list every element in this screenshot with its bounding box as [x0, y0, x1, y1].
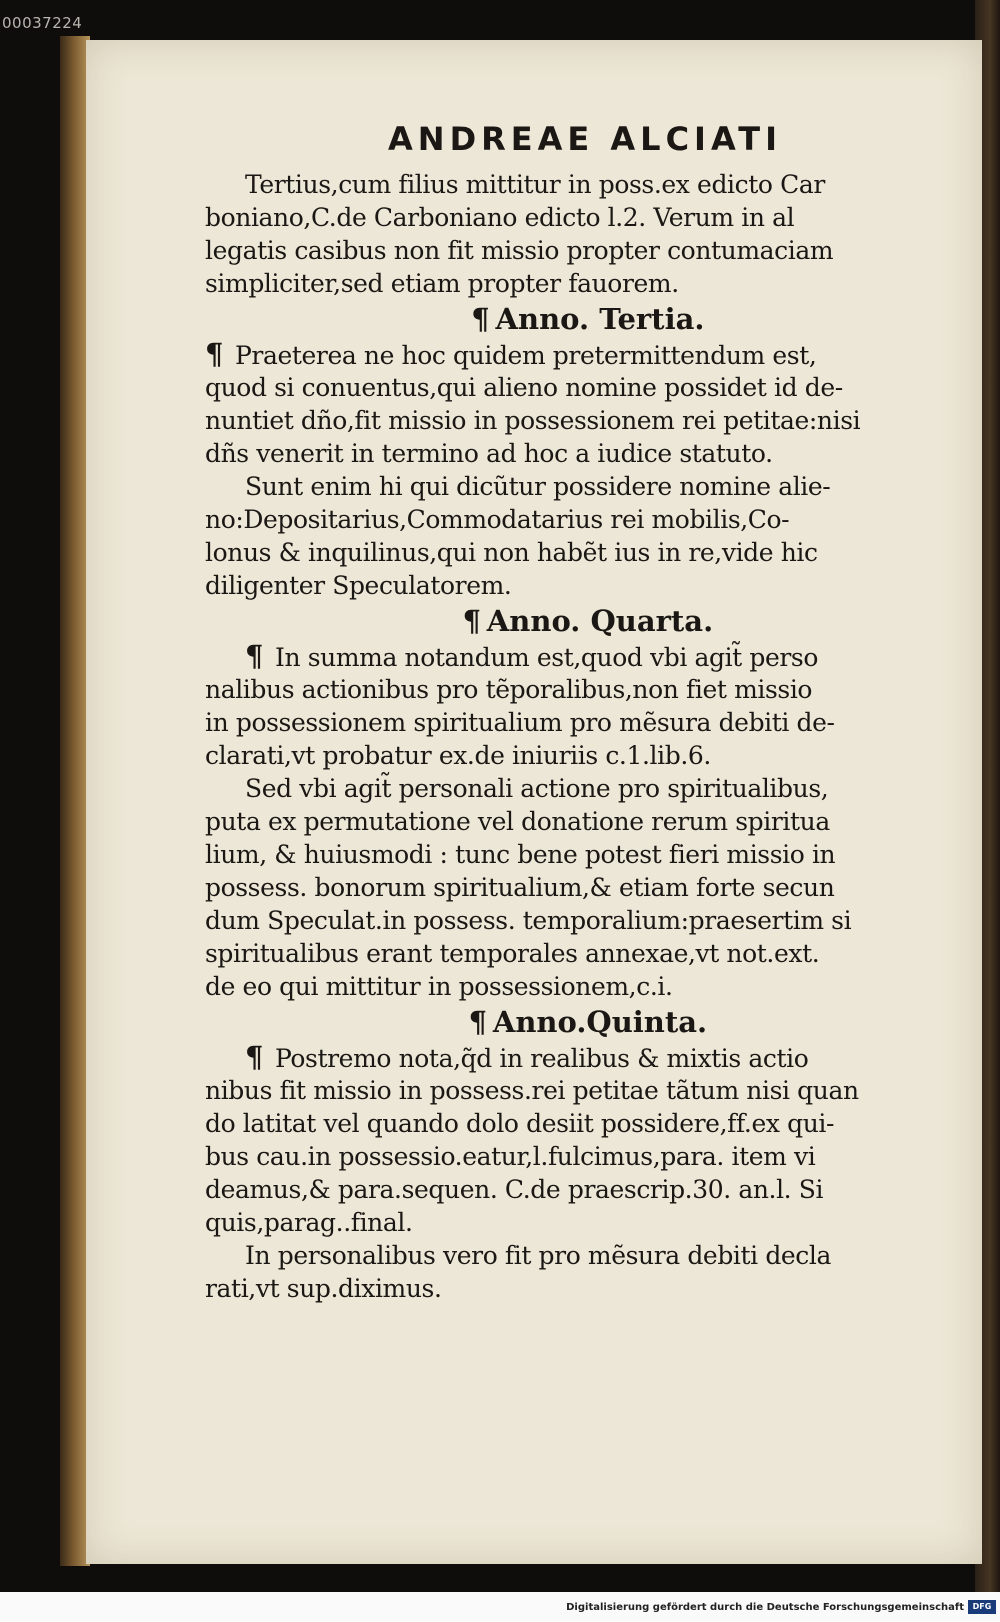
text-line: lonus & inquilinus,qui non habẽt ius in re,vide hic: [205, 538, 818, 567]
text-line: Sed vbi agit̃ personali actione pro spiritualibus,: [245, 774, 829, 803]
heading-text: Anno. Tertia.: [495, 302, 705, 336]
heading-text: Anno. Quarta.: [486, 604, 714, 638]
paragraph-quinta-2: [205, 1239, 965, 1305]
pilcrow-icon: [463, 1003, 493, 1041]
section-heading-quinta: [205, 1003, 965, 1041]
text-line: [205, 338, 965, 371]
paragraph-tertia-2: [205, 470, 965, 602]
text-line: clarati,vt probatur ex.de iniuriis c.1.lib.6.: [205, 741, 711, 770]
section-heading-tertia: [205, 300, 965, 338]
text-line: legatis casibus non fit missio propter contumaciam: [205, 236, 834, 265]
text-line: possess. bonorum spiritualium,& etiam forte secun: [205, 873, 835, 902]
paragraph-intro: [205, 168, 965, 300]
text-line: quod si conuentus,qui alieno nomine possidet id de-: [205, 373, 843, 402]
pilcrow-icon: [466, 300, 496, 338]
dfg-logo: DFG: [968, 1600, 996, 1614]
scan-id-label: 00037224: [2, 14, 83, 32]
text-line: lium, & huiusmodi : tunc bene potest fieri missio in: [205, 840, 836, 869]
pilcrow-icon: [457, 602, 487, 640]
paragraph-quarta-1: [205, 640, 965, 772]
heading-text: Anno.Quinta.: [492, 1005, 708, 1039]
text-line: puta ex permutatione vel donatione rerum spiritua: [205, 807, 830, 836]
section-heading-quarta: [205, 602, 965, 640]
text-line: rati,vt sup.diximus.: [205, 1274, 442, 1303]
pilcrow-icon: [205, 338, 235, 371]
text-line: In personalibus vero fit pro mẽsura debiti decla: [245, 1241, 832, 1270]
funding-note: Digitalisierung gefördert durch die Deutsche Forschungsgemeinschaft: [566, 1602, 964, 1613]
text-line: simpliciter,sed etiam propter fauorem.: [205, 269, 679, 298]
paragraph-tertia-1: [205, 338, 965, 470]
page-text: [205, 118, 965, 1305]
text-line: dum Speculat.in possess. temporalium:praesertim si: [205, 906, 852, 935]
line-text: Postremo nota,q̃d in realibus & mixtis actio: [275, 1044, 809, 1073]
paragraph-quinta-1: [205, 1041, 965, 1239]
text-line: de eo qui mittitur in possessionem,c.i.: [205, 972, 673, 1001]
pilcrow-icon: [245, 1041, 275, 1074]
text-line: do latitat vel quando dolo desiit possidere,ff.ex qui-: [205, 1109, 835, 1138]
text-line: no:Depositarius,Commodatarius rei mobilis,Co-: [205, 505, 790, 534]
paragraph-quarta-2: [205, 772, 965, 1003]
pilcrow-icon: [245, 640, 275, 673]
text-line: in possessionem spiritualium pro mẽsura debiti de-: [205, 708, 835, 737]
text-line: deamus,& para.sequen. C.de praescrip.30. an.l. Si: [205, 1175, 824, 1204]
running-head: ANDREAE ALCIATI: [388, 120, 782, 158]
text-line: quis,parag..final.: [205, 1208, 413, 1237]
text-line: [205, 1041, 965, 1074]
text-line: nuntiet dño,fit missio in possessionem rei petitae:nisi: [205, 406, 861, 435]
text-line: nibus fit missio in possess.rei petitae tãtum nisi quan: [205, 1076, 859, 1105]
text-line: Tertius,cum filius mittitur in poss.ex edicto Car: [245, 170, 825, 199]
text-line: boniano,C.de Carboniano edicto l.2. Verum in al: [205, 203, 795, 232]
text-line: [205, 640, 965, 673]
text-line: nalibus actionibus pro tẽporalibus,non fiet missio: [205, 675, 813, 704]
text-line: spiritualibus erant temporales annexae,vt not.ext.: [205, 939, 820, 968]
text-line: bus cau.in possessio.eatur,l.fulcimus,para. item vi: [205, 1142, 816, 1171]
text-line: diligenter Speculatorem.: [205, 571, 512, 600]
text-line: Sunt enim hi qui dicũtur possidere nomine alie-: [245, 472, 831, 501]
line-text: Praeterea ne hoc quidem pretermittendum est,: [235, 341, 817, 370]
line-text: In summa notandum est,quod vbi agit̃ perso: [275, 643, 818, 672]
text-line: dñs venerit in termino ad hoc a iudice statuto.: [205, 439, 773, 468]
